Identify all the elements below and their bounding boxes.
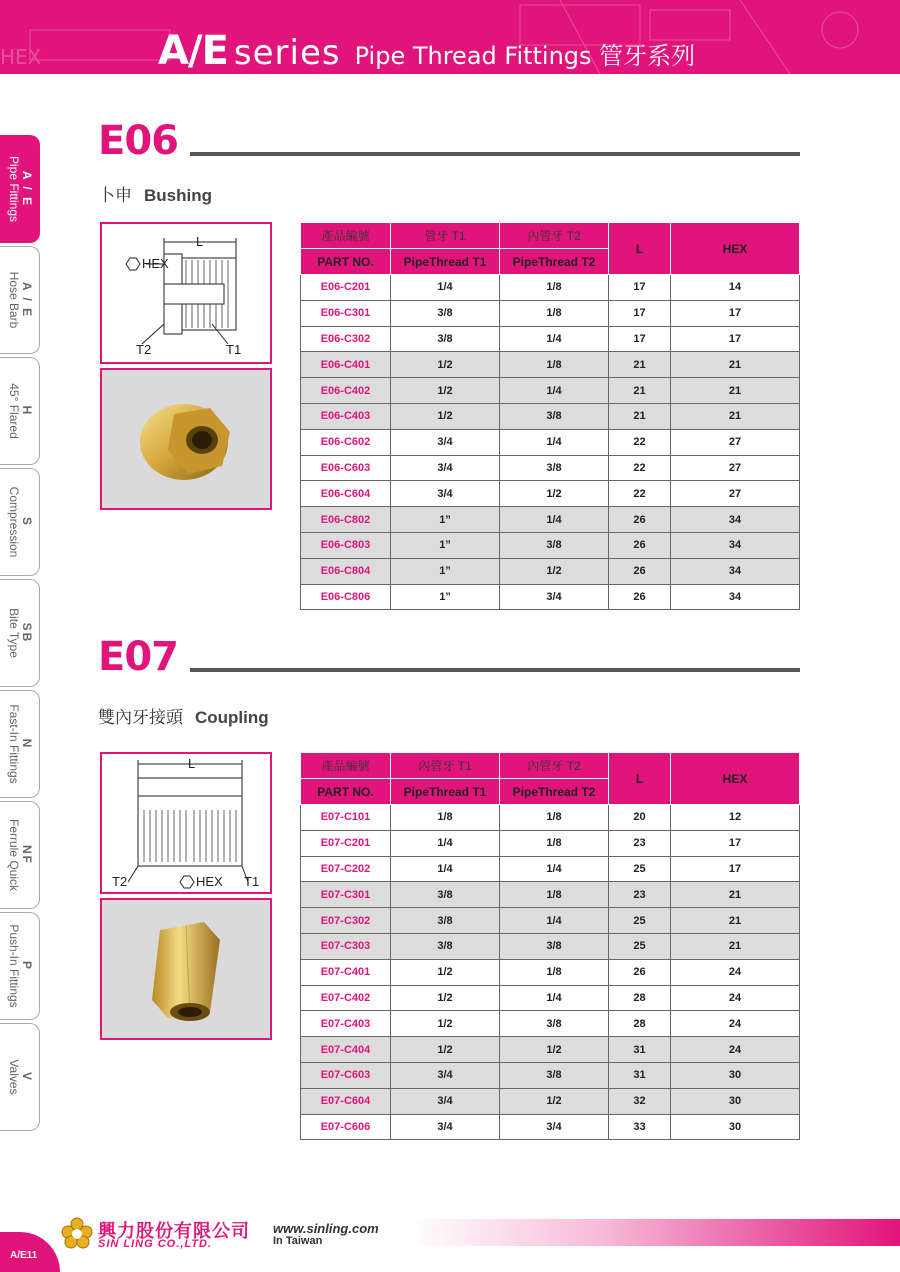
e07-th-en-0: PART NO.: [301, 779, 391, 805]
table-row: [301, 959, 800, 985]
hex-cell: 17: [671, 326, 800, 352]
part-number-cell: E07-C404: [301, 1037, 391, 1063]
side-tab-text: [7, 924, 33, 1007]
l-cell: 28: [609, 985, 671, 1011]
e07-name-zh: 雙內牙接頭: [98, 708, 183, 727]
t1-cell: 3/8: [391, 326, 500, 352]
e07-photo: [100, 898, 272, 1040]
table-row: [301, 378, 800, 404]
l-cell: 26: [609, 558, 671, 584]
t2-cell: 1/8: [500, 300, 609, 326]
website-link[interactable]: www.sinling.com: [273, 1221, 379, 1236]
side-tab-text: [7, 156, 33, 222]
part-number-cell: E07-C401: [301, 959, 391, 985]
side-tab-label: Ferrule Quick: [6, 818, 21, 892]
l-cell: 31: [609, 1062, 671, 1088]
l-cell: 23: [609, 830, 671, 856]
part-number-cell: E07-C201: [301, 830, 391, 856]
table-row: [301, 1062, 800, 1088]
hex-cell: 21: [671, 403, 800, 429]
t2-cell: 3/8: [500, 455, 609, 481]
hex-cell: 30: [671, 1088, 800, 1114]
l-cell: 25: [609, 908, 671, 934]
t2-cell: 1/4: [500, 908, 609, 934]
side-tab-label: Bite Type: [6, 608, 21, 658]
t2-cell: 3/4: [500, 1114, 609, 1140]
t1-cell: 1/8: [391, 805, 500, 831]
table-row: [301, 1088, 800, 1114]
table-row: [301, 481, 800, 507]
part-number-cell: E06-C403: [301, 403, 391, 429]
t1-cell: 1/2: [391, 1037, 500, 1063]
l-cell: 26: [609, 959, 671, 985]
l-cell: 17: [609, 300, 671, 326]
part-number-cell: E07-C101: [301, 805, 391, 831]
l-cell: 22: [609, 481, 671, 507]
table-row: [301, 882, 800, 908]
side-tab-text: [7, 272, 33, 329]
company-logo-icon: [60, 1216, 94, 1250]
l-cell: 25: [609, 933, 671, 959]
side-tab-7[interactable]: [0, 912, 40, 1020]
e07-table: [300, 752, 800, 1140]
table-row: [301, 455, 800, 481]
hex-cell: 27: [671, 481, 800, 507]
t1-cell: 1/4: [391, 275, 500, 301]
hex-cell: 34: [671, 507, 800, 533]
t1-cell: 3/8: [391, 908, 500, 934]
e07-code: E07: [98, 634, 178, 680]
svg-text:HEX: HEX: [0, 45, 42, 69]
part-number-cell: E07-C402: [301, 985, 391, 1011]
series-code: A/E: [158, 28, 228, 74]
t1-cell: 1/2: [391, 403, 500, 429]
table-row: [301, 1011, 800, 1037]
country-label: In Taiwan: [273, 1235, 323, 1247]
hex-cell: 21: [671, 378, 800, 404]
t1-cell: 3/4: [391, 429, 500, 455]
svg-text:T1: T1: [244, 874, 260, 889]
t2-cell: 1/2: [500, 1088, 609, 1114]
e07-name-en: Coupling: [195, 708, 269, 727]
t2-cell: 1/8: [500, 830, 609, 856]
e06-th-zh-1: 管牙 T1: [391, 223, 500, 249]
table-row: [301, 933, 800, 959]
side-tab-3[interactable]: [0, 468, 40, 576]
hex-cell: 34: [671, 532, 800, 558]
table-row: [301, 532, 800, 558]
company-name-zh: 興力股份有限公司: [98, 1221, 250, 1241]
svg-text:HEX: HEX: [196, 874, 223, 889]
table-row: [301, 507, 800, 533]
table-row: [301, 856, 800, 882]
t2-cell: 3/8: [500, 403, 609, 429]
part-number-cell: E06-C201: [301, 275, 391, 301]
t2-cell: 1/4: [500, 326, 609, 352]
e07-th-en-2: PipeThread T2: [500, 779, 609, 805]
hex-cell: 27: [671, 429, 800, 455]
part-number-cell: E07-C301: [301, 882, 391, 908]
e06-subtitle: [98, 181, 212, 206]
page-number: A/E11: [10, 1250, 38, 1261]
hex-cell: 30: [671, 1114, 800, 1140]
e06-th-zh-0: 產品編號: [301, 223, 391, 249]
part-number-cell: E06-C603: [301, 455, 391, 481]
part-number-cell: E07-C303: [301, 933, 391, 959]
hex-cell: 24: [671, 1011, 800, 1037]
l-cell: 21: [609, 378, 671, 404]
e06-th-en-1: PipeThread T1: [391, 249, 500, 275]
e07-th-en-1: PipeThread T1: [391, 779, 500, 805]
hex-cell: 24: [671, 959, 800, 985]
t1-cell: 3/4: [391, 481, 500, 507]
e06-drawing: [100, 222, 272, 364]
t1-cell: 1/2: [391, 1011, 500, 1037]
t2-cell: 1/8: [500, 275, 609, 301]
hex-cell: 21: [671, 908, 800, 934]
side-tab-label: Push-In Fittings: [6, 924, 21, 1008]
hex-cell: 34: [671, 584, 800, 610]
e07-subtitle: [98, 703, 269, 728]
svg-text:HEX: HEX: [142, 256, 169, 271]
hex-cell: 12: [671, 805, 800, 831]
l-cell: 20: [609, 805, 671, 831]
side-tab-2[interactable]: [0, 357, 40, 465]
t1-cell: 3/4: [391, 1114, 500, 1140]
l-cell: 26: [609, 584, 671, 610]
hex-cell: 21: [671, 933, 800, 959]
side-tab-text: [7, 487, 33, 558]
svg-text:L: L: [196, 234, 204, 249]
side-tab-code: V: [19, 1071, 34, 1083]
table-row: [301, 558, 800, 584]
side-tab-1[interactable]: [0, 246, 40, 354]
t1-cell: 1”: [391, 507, 500, 533]
part-number-cell: E06-C806: [301, 584, 391, 610]
side-tab-label: Valves: [6, 1059, 21, 1095]
e06-th-en-0: PART NO.: [301, 249, 391, 275]
t1-cell: 1”: [391, 532, 500, 558]
table-row: [301, 1114, 800, 1140]
hex-cell: 17: [671, 830, 800, 856]
l-cell: 22: [609, 455, 671, 481]
hex-cell: 24: [671, 985, 800, 1011]
t2-cell: 1/4: [500, 856, 609, 882]
part-number-cell: E06-C302: [301, 326, 391, 352]
l-cell: 32: [609, 1088, 671, 1114]
t2-cell: 1/8: [500, 959, 609, 985]
l-cell: 33: [609, 1114, 671, 1140]
l-cell: 26: [609, 507, 671, 533]
svg-text:T2: T2: [136, 342, 152, 357]
part-number-cell: E06-C301: [301, 300, 391, 326]
hex-cell: 14: [671, 275, 800, 301]
e06-table: [300, 222, 800, 610]
part-number-cell: E07-C604: [301, 1088, 391, 1114]
t1-cell: 1/4: [391, 830, 500, 856]
side-tab-code: H: [19, 405, 34, 417]
e07-th-l: L: [609, 753, 671, 805]
l-cell: 17: [609, 275, 671, 301]
t2-cell: 3/8: [500, 1011, 609, 1037]
table-row: [301, 985, 800, 1011]
t1-cell: 3/8: [391, 933, 500, 959]
hex-cell: 34: [671, 558, 800, 584]
hex-cell: 24: [671, 1037, 800, 1063]
side-tab-8[interactable]: [0, 1023, 40, 1131]
part-number-cell: E07-C202: [301, 856, 391, 882]
t2-cell: 1/8: [500, 805, 609, 831]
e06-name-zh: 卜申: [98, 186, 132, 205]
side-tab-code: A / E: [19, 170, 34, 208]
part-number-cell: E07-C606: [301, 1114, 391, 1140]
part-number-cell: E06-C402: [301, 378, 391, 404]
t1-cell: 3/4: [391, 455, 500, 481]
hex-cell: 17: [671, 856, 800, 882]
table-row: [301, 275, 800, 301]
t2-cell: 1/4: [500, 378, 609, 404]
l-cell: 21: [609, 403, 671, 429]
t2-cell: 1/2: [500, 558, 609, 584]
side-tab-text: [7, 819, 33, 891]
part-number-cell: E06-C802: [301, 507, 391, 533]
t1-cell: 3/4: [391, 1088, 500, 1114]
l-cell: 28: [609, 1011, 671, 1037]
side-tab-text: [7, 383, 33, 439]
svg-text:T2: T2: [112, 874, 128, 889]
side-tab-code: NF: [19, 845, 34, 865]
header-subtitle: Pipe Thread Fittings 管牙系列: [354, 42, 696, 70]
t1-cell: 1/2: [391, 352, 500, 378]
hex-cell: 17: [671, 300, 800, 326]
t2-cell: 1/8: [500, 882, 609, 908]
svg-text:L: L: [188, 756, 196, 771]
e07-th-zh-2: 內管牙 T2: [500, 753, 609, 779]
part-number-cell: E07-C302: [301, 908, 391, 934]
part-number-cell: E06-C604: [301, 481, 391, 507]
part-number-cell: E06-C803: [301, 532, 391, 558]
l-cell: 25: [609, 856, 671, 882]
header-title: [158, 28, 695, 74]
side-tab-label: 45° Flared: [6, 383, 21, 439]
t1-cell: 1”: [391, 584, 500, 610]
t2-cell: 3/4: [500, 584, 609, 610]
t2-cell: 3/8: [500, 532, 609, 558]
l-cell: 31: [609, 1037, 671, 1063]
part-number-cell: E06-C401: [301, 352, 391, 378]
e06-rule: [190, 152, 800, 156]
side-tab-label: Fast-In Fittings: [6, 704, 21, 784]
t2-cell: 1/8: [500, 352, 609, 378]
side-tab-text: [7, 1059, 33, 1094]
t2-cell: 1/4: [500, 985, 609, 1011]
side-tab-text: [7, 704, 33, 783]
e07-rule: [190, 668, 800, 672]
e07-drawing: [100, 752, 272, 894]
t2-cell: 3/8: [500, 933, 609, 959]
e06-th-hex: HEX: [671, 223, 800, 275]
hex-cell: 30: [671, 1062, 800, 1088]
l-cell: 22: [609, 429, 671, 455]
side-tab-label: Compression: [6, 486, 21, 558]
side-tab-4[interactable]: [0, 579, 40, 687]
t2-cell: 1/4: [500, 507, 609, 533]
table-row: [301, 908, 800, 934]
part-number-cell: E07-C403: [301, 1011, 391, 1037]
t1-cell: 1”: [391, 558, 500, 584]
hex-cell: 27: [671, 455, 800, 481]
side-tab-code: N: [19, 738, 34, 750]
side-tab-code: SB: [19, 622, 34, 644]
table-row: [301, 830, 800, 856]
table-row: [301, 403, 800, 429]
hex-cell: 21: [671, 882, 800, 908]
part-number-cell: E06-C804: [301, 558, 391, 584]
t1-cell: 1/2: [391, 959, 500, 985]
side-tab-text: [7, 608, 33, 658]
e06-th-en-2: PipeThread T2: [500, 249, 609, 275]
e06-th-zh-2: 內管牙 T2: [500, 223, 609, 249]
side-tab-code: A / E: [19, 281, 34, 319]
t2-cell: 1/2: [500, 1037, 609, 1063]
t1-cell: 3/8: [391, 882, 500, 908]
side-tab-0[interactable]: [0, 135, 40, 243]
l-cell: 21: [609, 352, 671, 378]
company-name-en: SIN LING CO.,LTD.: [98, 1238, 212, 1250]
table-row: [301, 1037, 800, 1063]
t2-cell: 1/4: [500, 429, 609, 455]
l-cell: 26: [609, 532, 671, 558]
side-tab-code: S: [19, 516, 34, 528]
e07-th-hex: HEX: [671, 753, 800, 805]
e06-th-l: L: [609, 223, 671, 275]
t1-cell: 3/4: [391, 1062, 500, 1088]
side-tab-label: Hose Barb: [6, 271, 21, 329]
t1-cell: 1/2: [391, 378, 500, 404]
table-row: [301, 326, 800, 352]
e06-code: E06: [98, 118, 178, 164]
t1-cell: 1/2: [391, 985, 500, 1011]
side-tab-label: Pipe Fittings: [6, 155, 21, 223]
svg-text:T1: T1: [226, 342, 242, 357]
table-row: [301, 584, 800, 610]
t2-cell: 3/8: [500, 1062, 609, 1088]
table-row: [301, 352, 800, 378]
footer-bar: [412, 1219, 900, 1246]
table-row: [301, 805, 800, 831]
e06-photo: [100, 368, 272, 510]
side-tab-5[interactable]: [0, 690, 40, 798]
page-header: [0, 0, 900, 74]
table-row: [301, 300, 800, 326]
e06-name-en: Bushing: [144, 186, 212, 205]
t2-cell: 1/2: [500, 481, 609, 507]
series-word: series: [233, 33, 341, 73]
l-cell: 23: [609, 882, 671, 908]
t1-cell: 1/4: [391, 856, 500, 882]
part-number-cell: E06-C602: [301, 429, 391, 455]
e07-th-zh-1: 內管牙 T1: [391, 753, 500, 779]
side-tab-6[interactable]: [0, 801, 40, 909]
part-number-cell: E07-C603: [301, 1062, 391, 1088]
t1-cell: 3/8: [391, 300, 500, 326]
hex-cell: 21: [671, 352, 800, 378]
side-tab-code: P: [19, 960, 34, 971]
e07-th-zh-0: 產品編號: [301, 753, 391, 779]
l-cell: 17: [609, 326, 671, 352]
table-row: [301, 429, 800, 455]
